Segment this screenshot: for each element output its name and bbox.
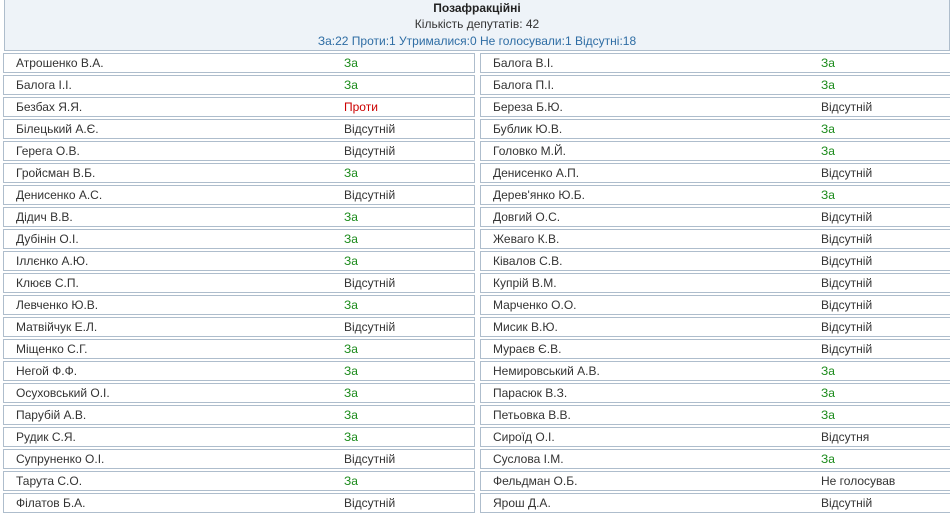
vote-result: За xyxy=(821,122,835,136)
deputy-name: Мураєв Є.В. xyxy=(493,342,562,356)
deputy-name: Клюєв С.П. xyxy=(16,276,79,290)
vote-result: Не голосував xyxy=(821,474,896,488)
deputy-row xyxy=(3,75,475,95)
vote-result: За xyxy=(821,386,835,400)
deputy-row xyxy=(480,273,950,293)
vote-result: Відсутній xyxy=(821,276,873,290)
deputy-row xyxy=(480,185,950,205)
deputy-name: Ярош Д.А. xyxy=(493,496,551,510)
deputy-name: Купрій В.М. xyxy=(493,276,557,290)
deputy-name: Балога І.І. xyxy=(16,78,72,92)
vote-result: Відсутній xyxy=(821,320,873,334)
vote-result: Відсутній xyxy=(344,122,396,136)
vote-result: За xyxy=(344,364,358,378)
deputy-row xyxy=(3,207,475,227)
deputy-name: Парасюк В.З. xyxy=(493,386,568,400)
deputy-row xyxy=(480,383,950,403)
deputy-name: Парубій А.В. xyxy=(16,408,87,422)
deputy-name: Бублик Ю.В. xyxy=(493,122,563,136)
vote-result: Відсутній xyxy=(344,144,396,158)
vote-result: За xyxy=(344,78,358,92)
faction-header xyxy=(4,0,950,51)
deputy-row xyxy=(3,185,475,205)
deputy-name: Гройсман В.Б. xyxy=(16,166,96,180)
deputy-row xyxy=(480,449,950,469)
deputy-row xyxy=(3,251,475,271)
vote-result: За xyxy=(344,342,358,356)
vote-result: За xyxy=(344,474,358,488)
deputy-row xyxy=(3,119,475,139)
vote-result: За xyxy=(821,188,835,202)
deputy-name: Тарута С.О. xyxy=(16,474,83,488)
deputy-name: Головко М.Й. xyxy=(493,144,566,158)
deputy-name: Дідич В.В. xyxy=(16,210,73,224)
deputy-name: Матвійчук Е.Л. xyxy=(16,320,98,334)
deputy-row xyxy=(3,295,475,315)
deputy-row xyxy=(3,383,475,403)
deputy-name: Береза Б.Ю. xyxy=(493,100,563,114)
deputy-name: Довгий О.С. xyxy=(493,210,561,224)
deputy-name: Супруненко О.І. xyxy=(16,452,105,466)
deputy-row xyxy=(3,273,475,293)
deputy-name: Петьовка В.В. xyxy=(493,408,571,422)
vote-result: За xyxy=(344,210,358,224)
deputy-row xyxy=(480,339,950,359)
deputy-name: Міщенко С.Г. xyxy=(16,342,88,356)
deputy-row xyxy=(3,317,475,337)
vote-result: За xyxy=(344,298,358,312)
vote-result: За xyxy=(344,232,358,246)
vote-summary: За:22 Проти:1 Утрималися:0 Не голосували:1 Відсутні:18 xyxy=(317,34,637,48)
deputy-row xyxy=(480,119,950,139)
deputy-row xyxy=(480,295,950,315)
deputy-name: Мисик В.Ю. xyxy=(493,320,558,334)
deputy-row xyxy=(480,75,950,95)
deputy-name: Сироїд О.І. xyxy=(493,430,555,444)
deputy-name: Жеваго К.В. xyxy=(493,232,560,246)
vote-result: За xyxy=(821,364,835,378)
vote-result: За xyxy=(344,430,358,444)
deputy-row xyxy=(3,493,475,513)
deputy-row xyxy=(3,361,475,381)
deputy-name: Атрошенко В.А. xyxy=(16,56,104,70)
deputy-row xyxy=(3,405,475,425)
deputy-row xyxy=(3,471,475,491)
deputy-name: Денисенко А.П. xyxy=(493,166,580,180)
deputy-row xyxy=(480,207,950,227)
vote-result: Проти xyxy=(344,100,378,114)
deputy-name: Балога В.І. xyxy=(493,56,554,70)
deputy-row xyxy=(480,53,950,73)
vote-result: Відсутній xyxy=(821,166,873,180)
deputy-row xyxy=(480,141,950,161)
vote-result: Відсутній xyxy=(344,276,396,290)
deputy-row xyxy=(480,493,950,513)
deputy-row xyxy=(3,427,475,447)
vote-result: Відсутній xyxy=(344,320,396,334)
deputy-row xyxy=(3,339,475,359)
deputy-row xyxy=(3,449,475,469)
deputy-name: Негой Ф.Ф. xyxy=(16,364,78,378)
deputy-row xyxy=(480,471,950,491)
deputy-name: Філатов Б.А. xyxy=(16,496,86,510)
deputy-name: Дубінін О.І. xyxy=(16,232,79,246)
deputy-name: Марченко О.О. xyxy=(493,298,577,312)
vote-result: За xyxy=(344,386,358,400)
vote-result: За xyxy=(821,408,835,422)
vote-result: За xyxy=(344,408,358,422)
vote-result: Відсутній xyxy=(821,298,873,312)
vote-result: Відсутній xyxy=(344,452,396,466)
deputy-row xyxy=(480,163,950,183)
vote-result: Відсутній xyxy=(821,342,873,356)
vote-result: Відсутній xyxy=(821,254,873,268)
vote-result: Відсутній xyxy=(344,496,396,510)
deputy-row xyxy=(480,427,950,447)
deputy-name: Денисенко А.С. xyxy=(16,188,103,202)
deputy-name: Рудик С.Я. xyxy=(16,430,76,444)
deputy-name: Осуховський О.І. xyxy=(16,386,110,400)
deputy-name: Немировський А.В. xyxy=(493,364,600,378)
left-column xyxy=(3,53,475,515)
vote-result: За xyxy=(344,166,358,180)
deputy-row xyxy=(480,97,950,117)
deputy-name: Ківалов С.В. xyxy=(493,254,563,268)
deputy-row xyxy=(480,405,950,425)
deputy-count: Кількість депутатів: 42 xyxy=(414,17,540,31)
deputy-row xyxy=(3,53,475,73)
deputy-name: Дерев'янко Ю.Б. xyxy=(493,188,585,202)
deputy-name: Герега О.В. xyxy=(16,144,80,158)
deputy-row xyxy=(480,229,950,249)
deputy-name: Іллєнко А.Ю. xyxy=(16,254,89,268)
vote-result: За xyxy=(821,452,835,466)
deputy-row xyxy=(3,229,475,249)
deputy-row xyxy=(480,361,950,381)
vote-result: Відсутня xyxy=(821,430,870,444)
deputy-name: Фельдман О.Б. xyxy=(493,474,578,488)
deputy-name: Суслова І.М. xyxy=(493,452,564,466)
deputy-name: Безбах Я.Я. xyxy=(16,100,83,114)
deputy-row xyxy=(3,97,475,117)
deputy-row xyxy=(480,317,950,337)
vote-result: За xyxy=(821,56,835,70)
vote-result: За xyxy=(821,78,835,92)
deputy-name: Білецький А.Є. xyxy=(16,122,99,136)
vote-result: Відсутній xyxy=(344,188,396,202)
deputy-row xyxy=(3,141,475,161)
vote-result: Відсутній xyxy=(821,100,873,114)
vote-result: За xyxy=(344,254,358,268)
vote-result: Відсутній xyxy=(821,210,873,224)
vote-result: За xyxy=(821,144,835,158)
vote-result: За xyxy=(344,56,358,70)
deputy-name: Балога П.І. xyxy=(493,78,555,92)
deputy-row xyxy=(3,163,475,183)
vote-result: Відсутній xyxy=(821,232,873,246)
deputy-name: Левченко Ю.В. xyxy=(16,298,99,312)
right-column xyxy=(480,53,950,515)
vote-result: Відсутній xyxy=(821,496,873,510)
faction-title: Позафракційні xyxy=(433,1,521,15)
deputy-row xyxy=(480,251,950,271)
